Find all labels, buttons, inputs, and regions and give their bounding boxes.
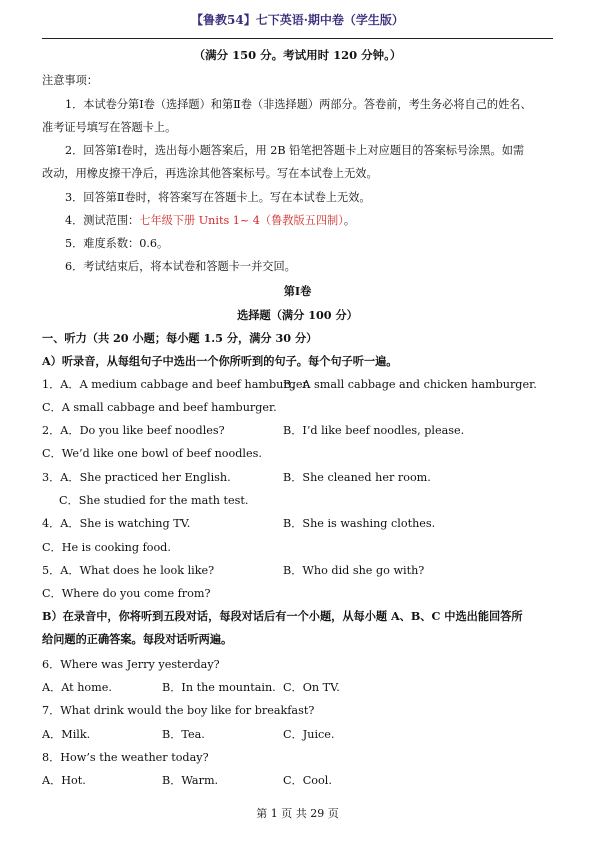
- q4-option-c: C．He is cooking food.: [42, 541, 171, 554]
- q8-option-a: A．Hot.: [42, 774, 86, 787]
- q2-option-b: B．I’d like beef noodles, please.: [283, 424, 465, 437]
- q5-option-b: B．Who did she go with?: [283, 564, 425, 577]
- q4-option-b: B．She is washing clothes.: [283, 517, 436, 530]
- q8-option-b: B．Warm.: [162, 774, 219, 787]
- notice-item-5: 5．难度系数：0.6。: [65, 237, 169, 250]
- q5-option-c: C．Where do you come from?: [42, 587, 211, 600]
- test-range-label: 4．测试范围：: [65, 214, 140, 227]
- document-header: 【鲁教54】七下英语·期中卷（学生版）: [191, 13, 404, 27]
- q8-option-c: C．Cool.: [283, 774, 332, 787]
- volume-label: 第Ⅰ卷: [283, 284, 312, 298]
- notice-item-4: 4．测试范围：七年级下册 Units 1~ 4（鲁教版五四制）。: [65, 214, 356, 227]
- q6-option-b: B．In the mountain.: [162, 681, 276, 694]
- q4-option-a: 4．A．She is watching TV.: [42, 517, 191, 530]
- q7-option-b: B．Tea.: [162, 728, 205, 741]
- page-number: 第 1 页 共 29 页: [256, 807, 339, 820]
- q3-option-a: 3．A．She practiced her English.: [42, 471, 231, 484]
- notice-item-6: 6．考试结束后，将本试卷和答题卡一并交回。: [65, 260, 296, 273]
- score-line: （满分 150 分。考试用时 120 分钟。）: [193, 48, 402, 62]
- notice-item-1-cont: 准考证号填写在答题卡上。: [42, 121, 177, 134]
- notice-item-3: 3．回答第Ⅱ卷时，将答案写在答题卡上。写在本试卷上无效。: [65, 191, 371, 204]
- q1-option-b: B．A small cabbage and chicken hamburger.: [283, 378, 537, 391]
- q2-option-a: 2．A．Do you like beef noodles?: [42, 424, 225, 437]
- part-b-instructions: B）在录音中，你将听到五段对话，每段对话后有一个小题，从每小题 A、B、C 中选出能回答所: [42, 609, 523, 623]
- section-1-title: 一、听力（共 20 小题；每小题 1.5 分，满分 30 分）: [42, 331, 318, 345]
- notice-item-1: 1．本试卷分第Ⅰ卷（选择题）和第Ⅱ卷（非选择题）两部分。答卷前，考生务必将自己的姓名、: [65, 98, 532, 111]
- q8-question: 8．How’s the weather today?: [42, 751, 209, 764]
- q7-option-c: C．Juice.: [283, 728, 335, 741]
- part-b-instructions-cont: 给问题的正确答案。每段对话听两遍。: [42, 632, 233, 646]
- q6-option-a: A．At home.: [42, 681, 112, 694]
- header-divider: [42, 38, 553, 39]
- q1-option-a: 1．A．A medium cabbage and beef hamburger.: [42, 378, 311, 391]
- q3-option-c: C．She studied for the math test.: [59, 494, 249, 507]
- q7-option-a: A．Milk.: [42, 728, 91, 741]
- volume-title: 选择题（满分 100 分）: [237, 308, 358, 322]
- q5-option-a: 5．A．What does he look like?: [42, 564, 215, 577]
- notice-item-2: 2．回答第Ⅰ卷时，选出每小题答案后，用 2B 铅笔把答题卡上对应题目的答案标号涂黑。如需: [65, 144, 525, 157]
- notice-item-2-cont: 改动，用橡皮擦干净后，再选涂其他答案标号。写在本试卷上无效。: [42, 167, 378, 180]
- part-a-instructions: A）听录音，从每组句子中选出一个你所听到的句子。每个句子听一遍。: [42, 354, 398, 368]
- notice-title: 注意事项：: [42, 74, 98, 87]
- q6-option-c: C．On TV.: [283, 681, 340, 694]
- q3-option-b: B．She cleaned her room.: [283, 471, 431, 484]
- q7-question: 7．What drink would the boy like for breakfast?: [42, 704, 315, 717]
- q6-question: 6．Where was Jerry yesterday?: [42, 658, 220, 671]
- q2-option-c: C．We’d like one bowl of beef noodles.: [42, 447, 262, 460]
- test-range: 七年级下册 Units 1~ 4（鲁教版五四制）: [139, 214, 344, 227]
- q1-option-c: C．A small cabbage and beef hamburger.: [42, 401, 277, 414]
